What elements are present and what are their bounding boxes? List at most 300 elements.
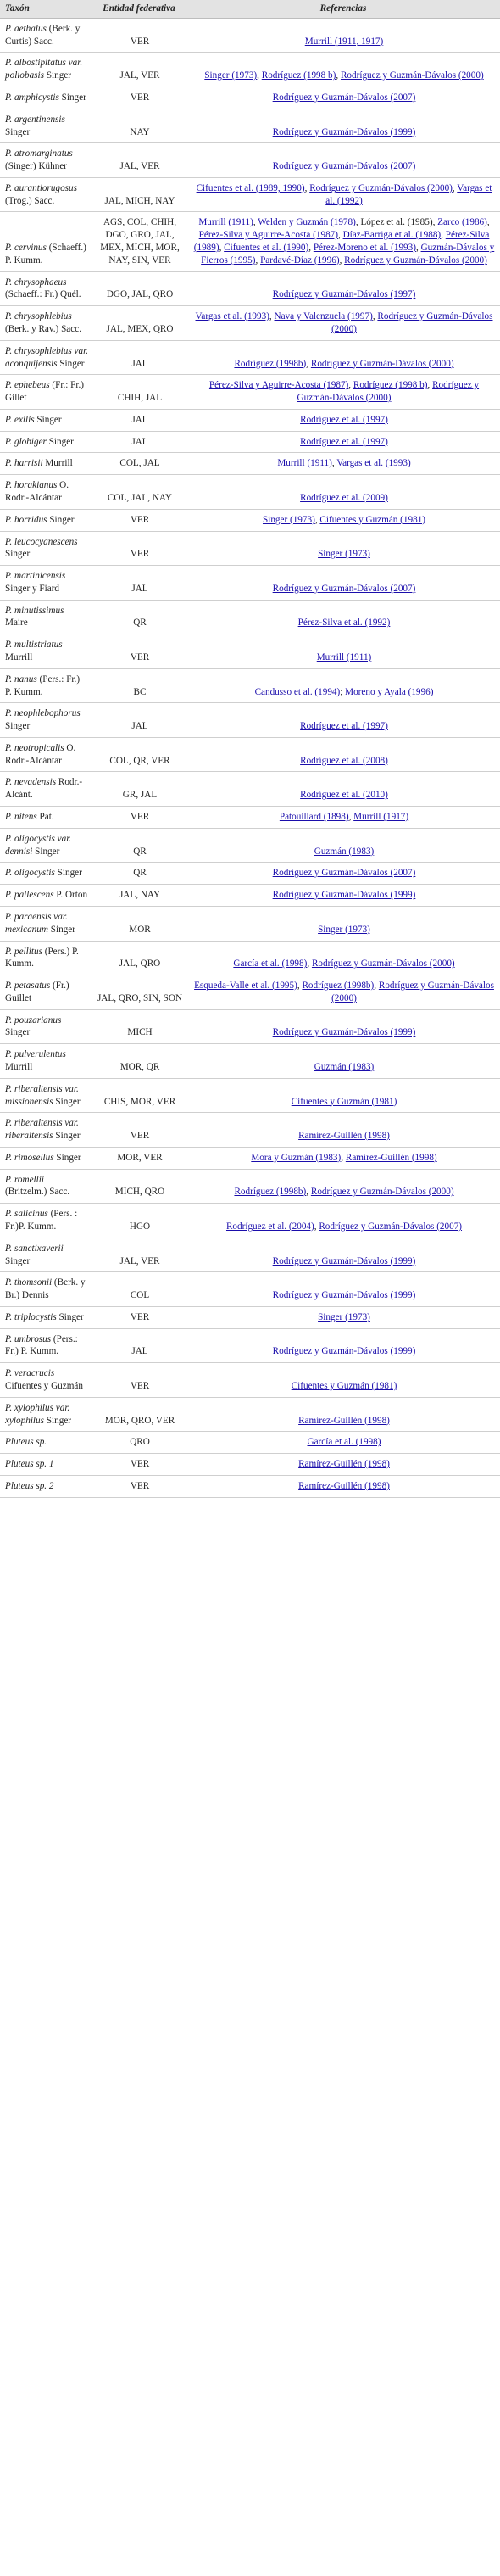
- taxon-cell: [0, 975, 92, 1010]
- species-name: P. martinicensis: [5, 571, 66, 582]
- reference-link[interactable]: Moreno y Ayala (1996): [345, 686, 434, 697]
- table-row: [0, 18, 500, 53]
- reference-link[interactable]: Singer (1973): [318, 1311, 370, 1322]
- reference-separator: ,: [415, 243, 421, 254]
- table-row: [0, 885, 500, 907]
- taxon-cell: [0, 1306, 92, 1328]
- reference-link[interactable]: Rodríguez y Guzmán-Dávalos (2007): [319, 1221, 463, 1232]
- species-name: P. pulverulentus: [5, 1049, 66, 1060]
- reference-link[interactable]: Cifuentes y Guzmán (1981): [319, 514, 426, 525]
- species-name: P. sanctixaverii: [5, 1243, 64, 1254]
- species-authority: Singer: [48, 436, 74, 447]
- species-name: P. nevadensis: [5, 777, 57, 788]
- table-row: [0, 1078, 500, 1113]
- reference-link[interactable]: Murrill (1911): [198, 217, 253, 228]
- table-row: [0, 906, 500, 941]
- reference-link[interactable]: García et al. (1998): [307, 1437, 381, 1448]
- reference-link[interactable]: Rodríguez y Guzmán-Dávalos (1999): [272, 1255, 416, 1266]
- entidad-cell: JAL, QRO: [92, 941, 186, 975]
- species-authority: (Berk. y Br.) Dennis: [5, 1277, 86, 1301]
- species-name: Pluteus sp.: [5, 1437, 47, 1448]
- table-row: [0, 1432, 500, 1454]
- taxon-cell: [0, 863, 92, 885]
- species-name: P. multistriatus: [5, 640, 63, 651]
- referencias-cell: [186, 906, 500, 941]
- referencias-cell: [186, 703, 500, 738]
- entidad-cell: QR: [92, 828, 186, 863]
- species-name: P. neotropicalis: [5, 742, 64, 753]
- taxon-column-header: Taxón: [0, 0, 92, 18]
- referencias-cell: [186, 109, 500, 143]
- entidad-column-header: Entidad federativa: [92, 0, 186, 18]
- reference-link[interactable]: Vargas et al. (1993): [336, 458, 411, 469]
- species-authority: (Schaeff.: Fr.) Quél.: [5, 289, 81, 300]
- species-authority: (Pers.) P. Kumm.: [5, 946, 79, 969]
- taxon-cell: [0, 53, 92, 87]
- species-name: P. salicinus: [5, 1209, 48, 1220]
- species-authority: Singer: [46, 70, 72, 81]
- entidad-cell: GR, JAL: [92, 772, 186, 807]
- taxon-cell: [0, 475, 92, 510]
- taxon-cell: [0, 807, 92, 829]
- reference-link[interactable]: Rodríguez y Guzmán-Dávalos (2000): [331, 981, 494, 1003]
- reference-link[interactable]: Rodríguez (1998b): [302, 981, 375, 992]
- species-name: P. pouzarianus: [5, 1014, 62, 1025]
- reference-link[interactable]: Rodríguez y Guzmán-Dávalos (2000): [340, 70, 484, 81]
- referencias-cell: [186, 475, 500, 510]
- reference-separator: ,: [486, 217, 490, 228]
- entidad-cell: DGO, JAL, QRO: [92, 271, 186, 306]
- species-authority: Murrill: [5, 1061, 33, 1072]
- reference-link[interactable]: Rodríguez et al. (2004): [225, 1221, 314, 1232]
- species-name: P. thomsonii: [5, 1277, 53, 1288]
- referencias-cell: [186, 431, 500, 453]
- referencias-cell: [186, 600, 500, 634]
- table-row: [0, 703, 500, 738]
- table-row: [0, 1363, 500, 1398]
- entidad-cell: VER: [92, 531, 186, 566]
- referencias-cell: [186, 885, 500, 907]
- referencias-cell: [186, 828, 500, 863]
- reference-link[interactable]: Ramírez-Guillén (1998): [298, 1459, 390, 1470]
- species-name: P. triplocystis: [5, 1311, 57, 1322]
- taxon-cell: [0, 1475, 92, 1497]
- reference-link[interactable]: Rodríguez et al. (2009): [300, 492, 388, 503]
- species-authority: Singer: [5, 549, 31, 560]
- table-row: [0, 828, 500, 863]
- entidad-cell: CHIS, MOR, VER: [92, 1078, 186, 1113]
- species-authority: Singer: [46, 1415, 72, 1426]
- reference-separator: ,: [269, 311, 275, 322]
- reference-link[interactable]: Ramírez-Guillén (1998): [298, 1131, 390, 1142]
- species-authority: Singer: [58, 1311, 84, 1322]
- reference-link[interactable]: Guzmán (1983): [314, 846, 375, 857]
- reference-link[interactable]: Rodríguez y Guzmán-Dávalos (1999): [272, 1346, 416, 1357]
- species-authority: Singer: [61, 92, 86, 103]
- taxon-cell: [0, 1078, 92, 1113]
- table-row: [0, 1475, 500, 1497]
- reference-link[interactable]: Mora y Guzmán (1983): [251, 1152, 342, 1163]
- species-name: P. leucocyanescens: [5, 536, 78, 547]
- entidad-cell: JAL: [92, 431, 186, 453]
- reference-link[interactable]: Rodríguez (1998b): [234, 1187, 307, 1198]
- referencias-cell: [186, 1454, 500, 1476]
- taxon-cell: [0, 1328, 92, 1363]
- referencias-cell: [186, 1078, 500, 1113]
- reference-link[interactable]: Vargas et al. (1992): [325, 182, 492, 206]
- referencias-cell: [186, 634, 500, 669]
- table-row: [0, 772, 500, 807]
- referencias-cell: [186, 409, 500, 431]
- reference-separator: ,: [427, 380, 433, 391]
- taxon-cell: [0, 143, 92, 178]
- species-authority: (Pers. : Fr.)P. Kumm.: [5, 1209, 78, 1232]
- species-name: P. romellii: [5, 1174, 44, 1185]
- species-authority: Singer: [56, 1152, 81, 1163]
- referencias-cell: [186, 509, 500, 531]
- entidad-cell: VER: [92, 807, 186, 829]
- entidad-cell: JAL, VER: [92, 53, 186, 87]
- species-name: P. pallescens: [5, 890, 54, 901]
- entidad-cell: COL, JAL, NAY: [92, 475, 186, 510]
- referencias-cell: [186, 737, 500, 772]
- species-authority: (Berk. y Curtis) Sacc.: [5, 23, 81, 47]
- entidad-cell: VER: [92, 18, 186, 53]
- reference-link[interactable]: Rodríguez y Guzmán-Dávalos (2000): [310, 358, 454, 369]
- species-authority: Singer: [5, 1027, 31, 1038]
- reference-separator: ,: [253, 217, 258, 228]
- reference-link[interactable]: Pérez-Silva y Aguirre-Acosta (1987): [198, 230, 338, 241]
- taxon-cell: [0, 340, 92, 375]
- reference-link[interactable]: Rodríguez y Guzmán-Dávalos (2000): [331, 311, 493, 334]
- referencias-cell: [186, 1475, 500, 1497]
- species-name: P. cervinus: [5, 243, 47, 254]
- reference-link[interactable]: Rodríguez y Guzmán-Dávalos (1999): [272, 126, 416, 137]
- referencias-cell: [186, 1363, 500, 1398]
- reference-link[interactable]: Rodríguez (1998 b): [261, 70, 336, 81]
- reference-separator: ,: [314, 1221, 319, 1232]
- referencias-cell: [186, 271, 500, 306]
- reference-link[interactable]: Rodríguez (1998 b): [353, 380, 428, 391]
- reference-link[interactable]: Rodríguez et al. (1997): [300, 414, 388, 425]
- reference-separator: ,: [331, 458, 337, 469]
- reference-link[interactable]: Guzmán-Dávalos y Fierros (1995): [201, 243, 495, 265]
- species-authority: Singer: [5, 721, 31, 732]
- entidad-cell: JAL: [92, 340, 186, 375]
- reference-link[interactable]: Pérez-Silva (1989): [193, 230, 490, 254]
- reference-link[interactable]: Zarco (1986): [437, 217, 487, 228]
- reference-link[interactable]: Rodríguez y Guzmán-Dávalos (2000): [344, 254, 487, 265]
- reference-separator: ,: [297, 981, 303, 992]
- entidad-cell: AGS, COL, CHIH, DGO, GRO, JAL, MEX, MICH, MOR, NAY, SIN, VER: [92, 212, 186, 271]
- referencias-cell: [186, 566, 500, 601]
- reference-separator: ,: [306, 358, 311, 369]
- taxon-cell: [0, 703, 92, 738]
- species-name: P. globiger: [5, 436, 47, 447]
- reference-separator: ,: [308, 243, 314, 254]
- reference-link[interactable]: Singer (1973): [318, 924, 370, 935]
- table-row: [0, 143, 500, 178]
- table-row: [0, 1044, 500, 1079]
- table-row: [0, 1306, 500, 1328]
- taxon-cell: [0, 1147, 92, 1169]
- reference-separator: , López et al. (1985),: [355, 217, 438, 228]
- referencias-cell: [186, 212, 500, 271]
- species-name: Pluteus sp. 1: [5, 1459, 54, 1470]
- species-authority: Singer: [57, 868, 82, 879]
- table-row: [0, 1009, 500, 1044]
- reference-link[interactable]: Murrill (1911): [277, 458, 332, 469]
- referencias-cell: [186, 1272, 500, 1307]
- entidad-cell: JAL, MEX, QRO: [92, 306, 186, 341]
- reference-link[interactable]: Nava y Valenzuela (1997): [274, 311, 373, 322]
- table-row: [0, 1454, 500, 1476]
- species-authority: (Berk. y Rav.) Sacc.: [5, 323, 81, 334]
- reference-link[interactable]: Candusso et al. (1994): [254, 686, 341, 697]
- taxon-cell: [0, 212, 92, 271]
- entidad-cell: VER: [92, 1454, 186, 1476]
- taxon-cell: [0, 271, 92, 306]
- species-authority: Singer: [5, 126, 31, 137]
- taxon-cell: [0, 1169, 92, 1204]
- referencias-cell: [186, 143, 500, 178]
- entidad-cell: NAY: [92, 109, 186, 143]
- table-row: [0, 109, 500, 143]
- reference-link[interactable]: Rodríguez y Guzmán-Dávalos (2007): [272, 161, 416, 172]
- taxon-cell: [0, 87, 92, 109]
- taxon-cell: [0, 885, 92, 907]
- reference-link[interactable]: Cifuentes y Guzmán (1981): [291, 1381, 397, 1392]
- referencias-cell: [186, 1044, 500, 1079]
- taxon-cell: [0, 18, 92, 53]
- species-authority: O. Rodr.-Alcántar: [5, 480, 69, 503]
- species-authority: Singer: [36, 414, 62, 425]
- reference-link[interactable]: Cifuentes y Guzmán (1981): [291, 1096, 397, 1107]
- reference-separator: ,: [372, 311, 378, 322]
- reference-link[interactable]: Rodríguez y Guzmán-Dávalos (1999): [272, 890, 416, 901]
- species-name: P. pellitus: [5, 946, 42, 957]
- entidad-cell: JAL, VER: [92, 143, 186, 178]
- reference-link[interactable]: Rodríguez et al. (1997): [300, 721, 388, 732]
- entidad-cell: JAL: [92, 409, 186, 431]
- reference-link[interactable]: Ramírez-Guillén (1998): [345, 1152, 437, 1163]
- referencias-cell: [186, 18, 500, 53]
- taxon-cell: [0, 453, 92, 475]
- reference-link[interactable]: Rodríguez et al. (2010): [300, 790, 388, 801]
- reference-link[interactable]: Singer (1973): [262, 514, 315, 525]
- reference-separator: ;: [340, 686, 346, 697]
- reference-link[interactable]: Guzmán (1983): [314, 1061, 375, 1072]
- species-authority: Cifuentes y Guzmán: [5, 1381, 83, 1392]
- referencias-cell: [186, 1113, 500, 1148]
- reference-link[interactable]: Rodríguez y Guzmán-Dávalos (1997): [272, 289, 416, 300]
- reference-link[interactable]: Murrill (1917): [353, 812, 409, 823]
- species-name: P. atromarginatus: [5, 148, 73, 159]
- reference-link[interactable]: Ramírez-Guillén (1998): [298, 1415, 390, 1426]
- reference-link[interactable]: Vargas et al. (1993): [195, 311, 269, 322]
- species-name: P. chrysophaeus: [5, 277, 67, 288]
- reference-link[interactable]: Rodríguez y Guzmán-Dávalos (1999): [272, 1290, 416, 1301]
- table-row: [0, 863, 500, 885]
- taxon-cell: [0, 306, 92, 341]
- species-authority: Singer: [59, 358, 85, 369]
- referencias-cell: [186, 87, 500, 109]
- species-name: P. neophlebophorus: [5, 708, 81, 719]
- species-name: P. riberaltensis var. riberaltensis: [5, 1118, 79, 1142]
- entidad-cell: VER: [92, 634, 186, 669]
- entidad-cell: COL, JAL: [92, 453, 186, 475]
- reference-separator: ,: [341, 1152, 346, 1163]
- reference-link[interactable]: García et al. (1998): [233, 958, 308, 969]
- table-row: [0, 306, 500, 341]
- species-name: P. chrysophlebius var. aconquijensis: [5, 345, 88, 369]
- taxon-cell: [0, 409, 92, 431]
- reference-link[interactable]: Esqueda-Valle et al. (1995): [194, 981, 297, 992]
- referencias-cell: [186, 1397, 500, 1432]
- species-name: P. rimosellus: [5, 1152, 54, 1163]
- reference-separator: ,: [336, 70, 341, 81]
- referencias-cell: [186, 1169, 500, 1204]
- table-row: [0, 1204, 500, 1238]
- entidad-cell: JAL, NAY: [92, 885, 186, 907]
- species-authority: Singer: [55, 1131, 81, 1142]
- taxon-cell: [0, 109, 92, 143]
- taxon-cell: [0, 1009, 92, 1044]
- species-authority: P. Orton: [56, 890, 88, 901]
- table-row: [0, 600, 500, 634]
- table-header: [0, 0, 500, 18]
- reference-link[interactable]: Cifuentes et al. (1990): [224, 243, 309, 254]
- taxon-cell: [0, 668, 92, 703]
- entidad-cell: MOR, VER: [92, 1147, 186, 1169]
- species-authority: (Pers.: Fr.) P. Kumm.: [5, 673, 81, 697]
- reference-link[interactable]: Murrill (1911): [316, 652, 372, 662]
- referencias-cell: [186, 1009, 500, 1044]
- reference-separator: ,: [307, 958, 312, 969]
- species-authority: Singer: [35, 846, 60, 857]
- table-row: [0, 1147, 500, 1169]
- entidad-cell: VER: [92, 1363, 186, 1398]
- taxon-cell: [0, 509, 92, 531]
- species-authority: (Fr.) Guillet: [5, 981, 69, 1003]
- referencias-cell: [186, 375, 500, 410]
- species-authority: (Singer) Kühner: [5, 161, 68, 172]
- reference-separator: ,: [219, 243, 225, 254]
- species-authority: (Pers.: Fr.) P. Kumm.: [5, 1333, 78, 1357]
- referencias-cell: [186, 1432, 500, 1454]
- entidad-cell: JAL: [92, 1328, 186, 1363]
- reference-link[interactable]: Rodríguez y Guzmán-Dávalos (2007): [272, 868, 416, 879]
- reference-separator: ,: [306, 1187, 311, 1198]
- reference-link[interactable]: Rodríguez y Guzmán-Dávalos (1999): [272, 1027, 416, 1038]
- reference-link[interactable]: Pérez-Silva y Aguirre-Acosta (1987): [208, 380, 349, 391]
- referencias-column-header: Referencias: [186, 0, 500, 18]
- entidad-cell: JAL, MICH, NAY: [92, 177, 186, 212]
- reference-link[interactable]: Rodríguez y Guzmán-Dávalos (2000): [297, 380, 480, 404]
- species-name: P. paraensis var. mexicanum: [5, 911, 68, 935]
- entidad-cell: QR: [92, 600, 186, 634]
- table-row: [0, 453, 500, 475]
- species-name: P. chrysophlebius: [5, 311, 72, 322]
- reference-link[interactable]: Rodríguez y Guzmán-Dávalos (2007): [272, 583, 416, 594]
- reference-link[interactable]: Rodríguez y Guzmán-Dávalos (2000): [311, 958, 455, 969]
- referencias-cell: [186, 1306, 500, 1328]
- taxon-cell: [0, 1204, 92, 1238]
- entidad-cell: QR: [92, 863, 186, 885]
- species-name: P. veracrucis: [5, 1368, 55, 1379]
- entidad-cell: VER: [92, 87, 186, 109]
- species-authority: O. Rodr.-Alcántar: [5, 742, 76, 766]
- referencias-cell: [186, 1204, 500, 1238]
- referencias-cell: [186, 863, 500, 885]
- reference-link[interactable]: Ramírez-Guillén (1998): [298, 1480, 390, 1491]
- entidad-cell: JAL, VER: [92, 1238, 186, 1272]
- referencias-cell: [186, 1328, 500, 1363]
- table-body: [0, 18, 500, 1497]
- taxon-cell: [0, 828, 92, 863]
- species-authority: Pat.: [39, 812, 54, 823]
- entidad-cell: BC: [92, 668, 186, 703]
- reference-link[interactable]: Murrill (1911, 1917): [304, 36, 384, 47]
- reference-link[interactable]: Patouillard (1898): [279, 812, 349, 823]
- referencias-cell: [186, 807, 500, 829]
- species-name: P. ephebeus: [5, 380, 50, 391]
- species-authority: (Britzelm.) Sacc.: [5, 1187, 70, 1198]
- reference-link[interactable]: Singer (1973): [204, 70, 258, 81]
- table-row: [0, 531, 500, 566]
- table-row: [0, 1397, 500, 1432]
- reference-link[interactable]: Rodríguez y Guzmán-Dávalos (2000): [309, 182, 453, 193]
- reference-link[interactable]: Díaz-Barriga et al. (1988): [342, 230, 442, 241]
- reference-link[interactable]: Rodríguez et al. (1997): [300, 436, 388, 447]
- reference-link[interactable]: Welden y Guzmán (1978): [258, 217, 356, 228]
- referencias-cell: [186, 340, 500, 375]
- referencias-cell: [186, 531, 500, 566]
- reference-link[interactable]: Pardavé-Díaz (1996): [260, 254, 340, 265]
- species-name: P. umbrosus: [5, 1333, 52, 1344]
- reference-link[interactable]: Rodríguez (1998b): [234, 358, 307, 369]
- species-name: P. oligocystis var. dennisi: [5, 833, 72, 857]
- taxon-cell: [0, 600, 92, 634]
- table-row: [0, 431, 500, 453]
- species-authority: Rodr.-Alcánt.: [5, 777, 83, 801]
- entidad-cell: JAL: [92, 566, 186, 601]
- reference-link[interactable]: Rodríguez y Guzmán-Dávalos (2000): [310, 1187, 454, 1198]
- taxon-cell: [0, 1363, 92, 1398]
- reference-link[interactable]: Cifuentes et al. (1989, 1990): [196, 182, 305, 193]
- reference-link[interactable]: Pérez-Silva et al. (1992): [297, 617, 391, 629]
- entidad-cell: MOR, QR: [92, 1044, 186, 1079]
- referencias-cell: [186, 53, 500, 87]
- entidad-cell: VER: [92, 509, 186, 531]
- entidad-cell: COL: [92, 1272, 186, 1307]
- species-name: P. oligocystis: [5, 868, 55, 879]
- reference-link[interactable]: Rodríguez y Guzmán-Dávalos (2007): [272, 92, 416, 103]
- reference-link[interactable]: Singer (1973): [318, 549, 370, 560]
- table-row: [0, 375, 500, 410]
- species-authority: Singer: [50, 924, 75, 935]
- species-name: P. exilis: [5, 414, 35, 425]
- table-row: [0, 634, 500, 669]
- species-name: P. petasatus: [5, 981, 51, 992]
- reference-link[interactable]: Pérez-Moreno et al. (1993): [313, 243, 416, 254]
- species-name: Pluteus sp. 2: [5, 1480, 54, 1491]
- table-row: [0, 87, 500, 109]
- reference-separator: ,: [255, 254, 261, 265]
- reference-link[interactable]: Rodríguez et al. (2008): [300, 755, 388, 766]
- species-name: P. nitens: [5, 812, 37, 823]
- reference-separator: ,: [257, 70, 262, 81]
